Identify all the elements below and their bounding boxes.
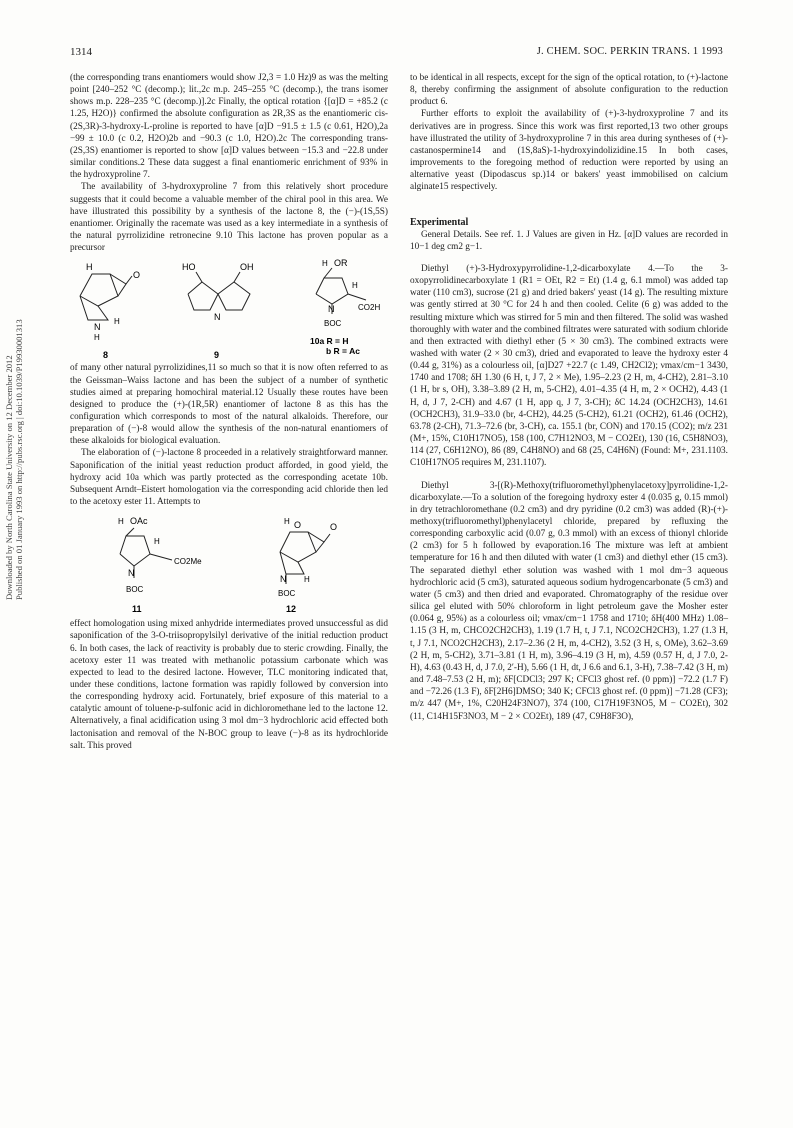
paragraph: Diethyl 3-[(R)-Methoxy(trifluoromethyl)phenylacetoxy]pyrrolidine-1,2-dicarboxylate.—To a solution of the foregoing hydroxy ester 4 (0.035 g, 0.15 mmol) in dry tetrachloromethane (0.2 cm3) and dry pyridine (0.2 cm3) was added (R)-(+)-methoxy(trifluoromethyl)phenylacetyl chloride, prepared by refluxing the corresponding carboxylic acid (0.07 g, 0.3 mmol) with an excess of thionyl chloride (2 cm3) for 5 h followed by evaporation.16 The mixture was left at ambient temperature for 16 h and then diluted with water (1 cm3) and diethyl ether (15 cm3). The separated diethyl ether solution was washed with 1 mol dm−3 aqueous hydrochloric acid (5 cm3), saturated aqueous sodium hydrogencarbonate (5 cm3) and water (5 cm3) and then dried and evaporated. Chromatography of the residue over silica gel eluted with 50% chloroform in light petroleum gave the Mosher ester (0.064 g, 95%) as a colourless oil; νmax/cm−1 1758 and 1710; δH(400 MHz) 1.08–1.15 (3 H, m, CHCO2CH2CH3), 1.19 (1.7 H, t, J 7.1, NCO2CH2CH3), 1.27 (1.3 H, t, J 7.1, NCO2CH2CH3), 2.17–2.36 (2 H, m, 4-CH2), 3.52 (3 H, s, OMe), 3.62–3.69 (2 H, m, 5-CH2), 3.71–3.81 (1 H, m), 3.96–4.19 (3 H, m), 4.59 (0.57 H, d, J 7.0, 2-H), 4.63 (0.43 H, d, J 7.0, 2′-H), 5.66 (1 H, dt, J 6.6 and 6.1, 3-H), 7.38–7.42 (3 H, m) and 7.48–7.53 (2 H, m); δF[CDCl3; 297 K; CFCl3 ghost ref. (0 ppm)] −72.2 (1.7 F) and −72.26 (1.3 F), δF[2H6]DMSO; 340 K; CFCl3 ghost ref. (0 ppm)] −71.28 (CF3); m/z 447 (M+, 1%, C20H24F3NO7), 374 (100, C17H19F3NO5, M − CO2Et), 302 (11, C14H15F3NO3, M − 2 × CO2Et), 189 (47, C9H8F3O),	[410, 480, 728, 722]
atom-label: N	[94, 322, 101, 333]
structures-figure-8-9-10	[70, 254, 388, 362]
atom-label: H	[352, 281, 358, 291]
atom-label: OR	[334, 258, 348, 269]
atom-label: H	[86, 262, 93, 273]
right-column	[410, 72, 728, 723]
atom-label: N	[128, 568, 135, 579]
download-watermark	[0, 180, 24, 600]
compound-label-12: 12	[286, 604, 297, 615]
atom-label: BOC	[126, 585, 144, 595]
compound-label-10a: 10a R = H	[310, 336, 349, 347]
atom-label: OAc	[130, 516, 148, 527]
atom-label: H	[154, 537, 160, 547]
atom-label: H	[94, 333, 100, 343]
atom-label: H	[322, 259, 328, 269]
structures-figure-11-12	[70, 508, 388, 618]
page-header	[70, 46, 723, 60]
paragraph: General Details. See ref. 1. J Values are given in Hz. [α]D values are recorded in 10−1 deg cm2 g−1.	[410, 229, 728, 252]
paragraph: (the corresponding trans enantiomers would show J2,3 = 1.0 Hz)9 as was the melting point [240–252 °C (decomp.); lit.,2c m.p. 245–255 °C (decomp.), the trans isomer shows m.p. 228–235 °C (decomp.)].2c Finally, the optical rotation {[α]D = +85.2 (c 1.25, H2O)} confirmed the absolute configuration as 2R,3S as the enantiomeric cis-(2S,3R)-3-hydroxy-L-proline is reported to have [α]D −91.5 ± 1.5 (c 0.61, H2O),2a −99 ± 10.0 (c 0.2, H2O)2b and −90.3 (c 1.0, H2O).2c The corresponding trans-(2S,3S) enantiomer is reported to show [α]D values between −15.3 and −22.8 under similar conditions.2 These data suggest a final enantiomeric enrichment of 93% in the hydroxyproline 7.	[70, 73, 388, 181]
paragraph: to be identical in all respects, except for the sign of the optical rotation, to (+)-lactone 8, thereby confirming the assignment of absolute configuration to the reduction product 6.	[410, 73, 728, 108]
section-heading-experimental: Experimental	[410, 216, 469, 228]
paragraph: effect homologation using mixed anhydride intermediates proved unsuccessful as did saponification of the 3-O-triisopropylsilyl derivative of the initial reduction product 6. In both cases, the lack of reactivity is probably due to steric crowding. Finally, the acetoxy ester 11 was treated with methanolic potassium carbonate which was expected to lead to the desired lactone. However, TLC monitoring indicated that, under these conditions, lactone formation was rapidly followed by conversion into the corresponding hydroxy acid. Fortunately, brief exposure of this material to a catalytic amount of toluene-p-sulfonic acid in dichloromethane led to the lactone 12. Alternatively, a final acidification using 3 mol dm−3 hydrochloric acid effected both lactonisation and removal of the N-BOC group to leave (−)-8 as its hydrochloride salt. This proved	[70, 619, 388, 751]
atom-label: CO2H	[358, 303, 381, 313]
atom-label: O	[294, 520, 302, 531]
atom-label: O	[133, 270, 141, 281]
watermark-download-line: Downloaded by North Carolina State University on 12 December 2012	[4, 355, 14, 600]
structure-diagram	[70, 254, 388, 362]
journal-running-title: J. CHEM. SOC. PERKIN TRANS. 1 1993	[536, 46, 723, 57]
atom-label: O	[330, 522, 338, 533]
atom-label: OH	[240, 262, 254, 273]
compound-label-11: 11	[132, 604, 142, 615]
atom-label: HO	[182, 262, 196, 273]
atom-label: H	[114, 317, 120, 327]
atom-label: BOC	[324, 319, 342, 329]
atom-label: BOC	[278, 589, 296, 599]
atom-label: CO2Me	[174, 557, 202, 567]
atom-label: H	[118, 517, 124, 527]
paragraph: Further efforts to exploit the availability of (+)-3-hydroxyproline 7 and its derivatives are in progress. Since this work was first reported,13 two other groups have illustrated the utility of 3-hydroxyproline 7 in this area during syntheses of (+)-castanospermine14 and (1S,8aS)-1-hydroxyindolizidine.15 In both cases, improvements to the foregoing method of reduction were reported by using an alternative yeast (Dipodascus sp.)14 or bakers' yeast immobilised on calcium alginate15 respectively.	[410, 109, 728, 193]
paragraph: of many other natural pyrrolizidines,11 so much so that it is now often referred to as the Geissman–Waiss lactone and has been the subject of a number of synthetic studies aimed at preparing homochiral material.12 Usually these routes have been designed to produce the (+)-(1R,5R) enantiomer of lactone 8 as this has the configuration which corresponds to most of the natural alkaloids. Therefore, our preparation of (−)-8 would allow the synthesis of the non-natural enantiomers of these alkaloids for biological evaluation.	[70, 363, 388, 447]
atom-label: N	[328, 304, 335, 315]
paragraph: Diethyl (+)-3-Hydroxypyrrolidine-1,2-dicarboxylate 4.—To the 3-oxopyrrolidinecarboxylate 1 (R1 = OEt, R2 = Et) (1.4 g, 6.1 mmol) was added tap water (110 cm3), sucrose (21 g) and dried bakers' yeast (14 g). The resulting mixture was gently stirred at 30 °C for 24 h and then cooled. Celite (6 g) was added to the resulting mixture which was stirred for 5 min and then filtered. The solid was washed thoroughly with water and the combined filtrates were saturated with sodium chloride and then extracted with diethyl ether (5 × 30 cm3). The combined extracts were washed with water (2 × 30 cm3), dried and evaporated to leave the hydroxy ester 4 (0.44 g, 31%) as a colourless oil, [α]D27 +22.7 (c 1.49, CH2Cl2); νmax/cm−1 3430, 1740 and 1708; δH 1.30 (6 H, t, J 7, 2 × Me), 1.95–2.23 (2 H, m, 4-CH2), 2.81–3.10 (1 H, br s, OH), 3.38–3.89 (2 H, m, 5-CH2), 4.01–4.35 (4 H, m, 2 × OCH2), 4.43 (1 H, d, J 7, 2-CH) and 4.67 (1 H, app q, J 7, 3-CH); δC 14.24 (OCH2CH3), 14.61 (OCH2CH3), 31.9–33.0 (br, 4-CH2), 44.25 (5-CH2), 61.21 (OCH2), 61.46 (OCH2), 63.78 (2-CH), 71.3–72.6 (br, 3-CH), ca. 155.1 (br, CON) and 170.15 (CO2); m/z 231 (M+, 15%, C10H17NO5), 158 (100, C7H12NO3, M − CO2Et), 130 (16, C5H8NO3), 114 (27, C6H12NO), 86 (89, C4H8NO) and 68 (25, C4H6N) (Found: M+, 231.1103. C10H17NO5 requires M, 231.1107).	[410, 263, 728, 469]
atom-label: H	[284, 517, 290, 527]
compound-label-8: 8	[103, 350, 109, 361]
page-number: 1314	[70, 46, 92, 58]
atom-label: H	[304, 575, 310, 585]
left-column	[70, 72, 388, 752]
paragraph: The availability of 3-hydroxyproline 7 from this relatively short procedure suggests that it could become a valuable member of the chiral pool in this area. We have illustrated this possibility by a synthesis of the lactone 8, the (−)-(1S,5S) enantiomer. Originally the racemate was used as a key intermediate in a synthesis of the natural pyrrolizidine retronecine 9.10 This lactone has proven popular as a precursor	[70, 182, 388, 254]
watermark-doi-line: Published on 01 January 1993 on http://pubs.rsc.org | doi:10.1039/P19930001313	[14, 319, 24, 600]
compound-label-9: 9	[214, 350, 220, 361]
atom-label: N	[214, 312, 221, 323]
compound-label-10b: b R = Ac	[326, 346, 360, 357]
atom-label: N	[280, 574, 287, 585]
paragraph: The elaboration of (−)-lactone 8 proceeded in a relatively straightforward manner. Saponification of the initial yeast reduction product afforded, in good yield, the hydroxy acid 10a which was partly protected as the corresponding acetate 10b. Subsequent Arndt–Eistert homologation via the corresponding acid chloride then led to the acetoxy ester 11. Attempts to	[70, 448, 388, 508]
structure-diagram	[70, 508, 388, 618]
